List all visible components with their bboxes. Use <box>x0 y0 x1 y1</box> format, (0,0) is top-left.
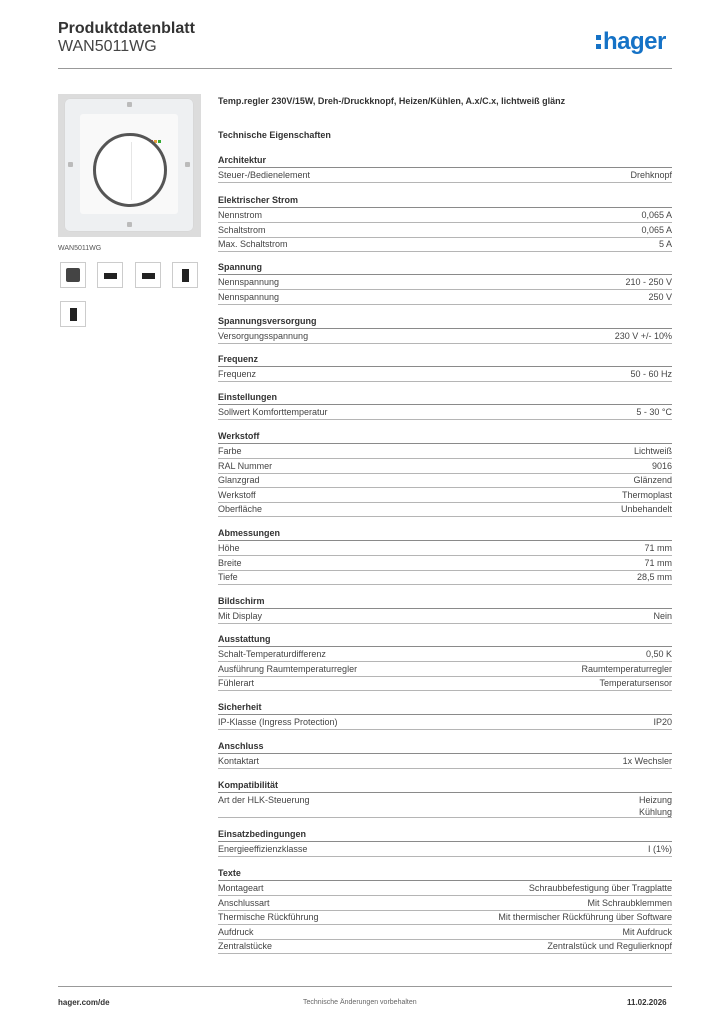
spec-label: Frequenz <box>218 369 257 379</box>
group-rule <box>218 328 672 329</box>
spec-label: Kontaktart <box>218 756 260 766</box>
spec-label: Farbe <box>218 446 242 456</box>
row-rule <box>218 419 672 420</box>
spec-label: Thermische Rückführung <box>218 912 319 923</box>
spec-value: 230 V +/- 10% <box>614 331 672 341</box>
spec-value: 0,065 A <box>641 224 672 235</box>
spec-value: Mit Schraubklemmen <box>587 897 672 908</box>
row-rule <box>218 729 672 730</box>
row-rule <box>218 939 672 940</box>
spec-value: Schraubbefestigung über Tragplatte <box>528 883 672 893</box>
row-rule <box>218 661 672 662</box>
spec-value: 210 - 250 V <box>625 277 672 287</box>
spec-label: Mit Display <box>218 611 263 621</box>
row-rule <box>218 623 672 624</box>
spec-value: 5 - 30 °C <box>636 407 672 417</box>
row-rule <box>218 458 672 459</box>
spec-label: Montageart <box>218 883 264 893</box>
row-rule <box>218 924 672 925</box>
spec-label: Versorgungsspannung <box>218 331 309 341</box>
footer-website[interactable]: hager.com/de <box>58 998 110 1007</box>
group-title: Einstellungen <box>218 392 278 402</box>
spec-value: 71 mm <box>644 557 672 568</box>
row-rule <box>218 817 672 818</box>
article-number: WAN5011WG <box>58 38 157 55</box>
row-rule <box>218 555 672 556</box>
spec-value: Drehknopf <box>630 170 672 180</box>
header-title: Produktdatenblatt <box>58 20 195 37</box>
row-rule <box>218 381 672 382</box>
spec-label: RAL Nummer <box>218 460 273 471</box>
footer-divider <box>58 986 672 987</box>
row-rule <box>218 343 672 344</box>
spec-label: IP-Klasse (Ingress Protection) <box>218 717 338 727</box>
spec-label: Sollwert Komforttemperatur <box>218 407 328 417</box>
spec-label: Breite <box>218 557 242 568</box>
product-image <box>58 94 201 237</box>
spec-label: Schaltstrom <box>218 224 266 235</box>
group-title: Spannung <box>218 262 262 272</box>
row-rule <box>218 953 672 954</box>
spec-value: 250 V <box>648 291 672 302</box>
thumbnail-back[interactable] <box>172 262 198 288</box>
spec-value: 0,065 A <box>641 210 672 220</box>
spec-value: Zentralstück und Regulierknopf <box>547 941 672 952</box>
group-rule <box>218 714 672 715</box>
row-rule <box>218 251 672 252</box>
row-rule <box>218 237 672 238</box>
spec-label: Anschlussart <box>218 897 270 908</box>
spec-value: 71 mm <box>644 543 672 553</box>
group-rule <box>218 207 672 208</box>
spec-label: Schalt-Temperaturdifferenz <box>218 649 326 659</box>
row-rule <box>218 502 672 503</box>
spec-value: 28,5 mm <box>636 572 672 583</box>
group-rule <box>218 540 672 541</box>
group-title: Sicherheit <box>218 702 262 712</box>
row-rule <box>218 895 672 896</box>
spec-value: 9016 <box>651 460 672 471</box>
group-rule <box>218 366 672 367</box>
group-title: Werkstoff <box>218 431 260 441</box>
spec-value: Mit thermischer Rückführung über Software <box>498 912 672 923</box>
spec-value: Nein <box>653 611 672 621</box>
group-rule <box>218 753 672 754</box>
spec-label: Oberfläche <box>218 504 263 515</box>
row-rule <box>218 222 672 223</box>
row-rule <box>218 487 672 488</box>
spec-label: Zentralstücke <box>218 941 273 952</box>
spec-value-secondary: Kühlung <box>638 807 672 817</box>
product-description: Temp.regler 230V/15W, Dreh-/Druckknopf, Heizen/Kühlen, A.x/C.x, lichtweiß glänz <box>218 96 566 106</box>
group-title: Frequenz <box>218 354 259 364</box>
spec-label: Art der HLK-Steuerung <box>218 795 310 805</box>
spec-value: Mit Aufdruck <box>622 926 672 937</box>
spec-label: Nennspannung <box>218 277 280 287</box>
thumbnail-side-3[interactable] <box>60 301 86 327</box>
spec-value: Lichtweiß <box>633 446 672 456</box>
thumbnail-side-1[interactable] <box>97 262 123 288</box>
spec-label: Fühlerart <box>218 678 255 689</box>
spec-value: Unbehandelt <box>620 504 672 515</box>
header-divider <box>58 68 672 69</box>
row-rule <box>218 182 672 183</box>
row-rule <box>218 304 672 305</box>
group-rule <box>218 792 672 793</box>
row-rule <box>218 570 672 571</box>
spec-label: Tiefe <box>218 572 238 583</box>
image-caption: WAN5011WG <box>58 245 102 252</box>
spec-label: Glanzgrad <box>218 475 260 486</box>
group-rule <box>218 841 672 842</box>
group-rule <box>218 274 672 275</box>
group-rule <box>218 404 672 405</box>
footer-notice: Technische Änderungen vorbehalten <box>303 999 417 1006</box>
spec-value: Raumtemperaturregler <box>581 663 672 674</box>
spec-label: Steuer-/Bedienelement <box>218 170 311 180</box>
group-title: Ausstattung <box>218 634 271 644</box>
footer-date: 11.02.2026 <box>627 998 667 1007</box>
group-title: Architektur <box>218 155 267 165</box>
spec-label: Höhe <box>218 543 240 553</box>
group-rule <box>218 167 672 168</box>
group-rule <box>218 880 672 881</box>
spec-value: Thermoplast <box>621 489 672 500</box>
spec-label: Aufdruck <box>218 926 254 937</box>
row-rule <box>218 910 672 911</box>
spec-value: 50 - 60 Hz <box>630 369 672 379</box>
row-rule <box>218 516 672 517</box>
group-title: Abmessungen <box>218 528 281 538</box>
spec-label: Nennstrom <box>218 210 263 220</box>
spec-value: 0,50 K <box>645 649 672 659</box>
group-rule <box>218 443 672 444</box>
group-rule <box>218 608 672 609</box>
spec-value: Glänzend <box>633 475 672 486</box>
row-rule <box>218 768 672 769</box>
row-rule <box>218 289 672 290</box>
group-title: Texte <box>218 868 241 878</box>
spec-label: Ausführung Raumtemperaturregler <box>218 663 358 674</box>
spec-label: Nennspannung <box>218 291 280 302</box>
group-rule <box>218 646 672 647</box>
hager-logo: hager <box>596 28 666 56</box>
group-title: Bildschirm <box>218 596 265 606</box>
group-title: Spannungsversorgung <box>218 316 317 326</box>
thumbnail-side-2[interactable] <box>135 262 161 288</box>
section-title: Technische Eigenschaften <box>218 130 331 140</box>
row-rule <box>218 690 672 691</box>
group-title: Anschluss <box>218 741 264 751</box>
spec-value: IP20 <box>653 717 672 727</box>
spec-value: Heizung <box>638 795 672 805</box>
thumbnail-front[interactable] <box>60 262 86 288</box>
group-title: Elektrischer Strom <box>218 195 299 205</box>
spec-value: 5 A <box>658 239 672 250</box>
group-title: Einsatzbedingungen <box>218 829 307 839</box>
spec-label: Max. Schaltstrom <box>218 239 288 250</box>
row-rule <box>218 473 672 474</box>
spec-value: I (1%) <box>647 844 672 854</box>
row-rule <box>218 676 672 677</box>
knob-illustration <box>93 133 167 207</box>
group-title: Kompatibilität <box>218 780 278 790</box>
row-rule <box>218 584 672 585</box>
spec-label: Energieeffizienzklasse <box>218 844 308 854</box>
spec-value: Temperatursensor <box>599 678 672 689</box>
spec-label: Werkstoff <box>218 489 256 500</box>
row-rule <box>218 856 672 857</box>
spec-value: 1x Wechsler <box>622 756 672 766</box>
spec-row <box>218 795 672 817</box>
